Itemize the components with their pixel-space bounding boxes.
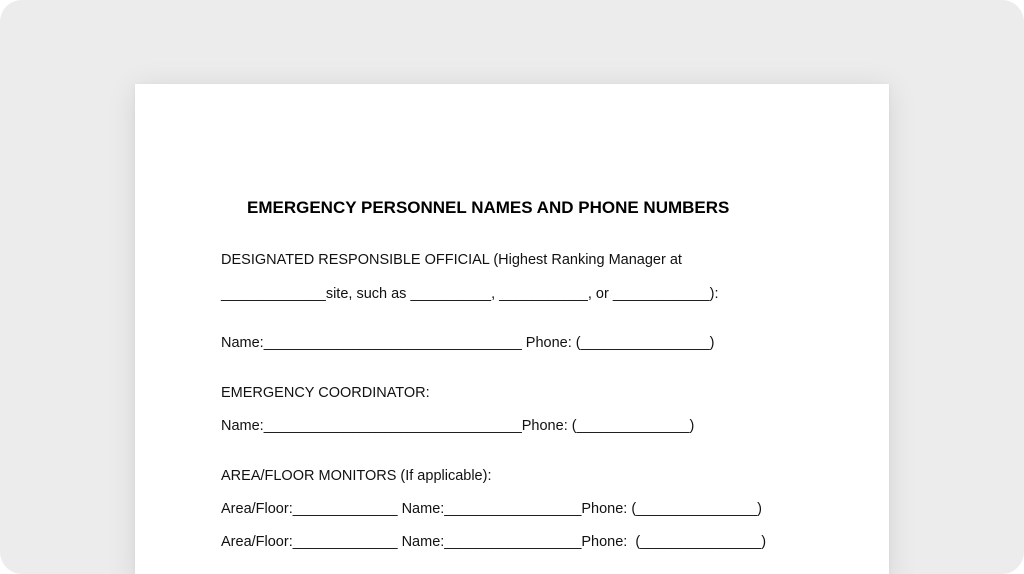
area-floor-monitor-row-1[interactable]: Area/Floor:_____________ Name:_________________Phone: (_______________): [221, 501, 762, 517]
designated-official-heading: DESIGNATED RESPONSIBLE OFFICIAL (Highest Ranking Manager at: [221, 252, 682, 268]
page-title: EMERGENCY PERSONNEL NAMES AND PHONE NUMBERS: [247, 198, 730, 217]
designated-official-site-blanks[interactable]: _____________site, such as __________, ___________, or ____________):: [221, 286, 719, 302]
document-page: [135, 84, 889, 574]
area-floor-monitor-row-2[interactable]: Area/Floor:_____________ Name:_________________Phone: (_______________): [221, 534, 767, 550]
emergency-coordinator-name-phone-field[interactable]: Name:________________________________Phone: (______________): [221, 418, 695, 434]
area-floor-monitors-heading: AREA/FLOOR MONITORS (If applicable):: [221, 468, 492, 484]
emergency-coordinator-heading: EMERGENCY COORDINATOR:: [221, 385, 430, 401]
designated-official-name-phone-field[interactable]: Name:________________________________ Phone: (________________): [221, 335, 715, 351]
